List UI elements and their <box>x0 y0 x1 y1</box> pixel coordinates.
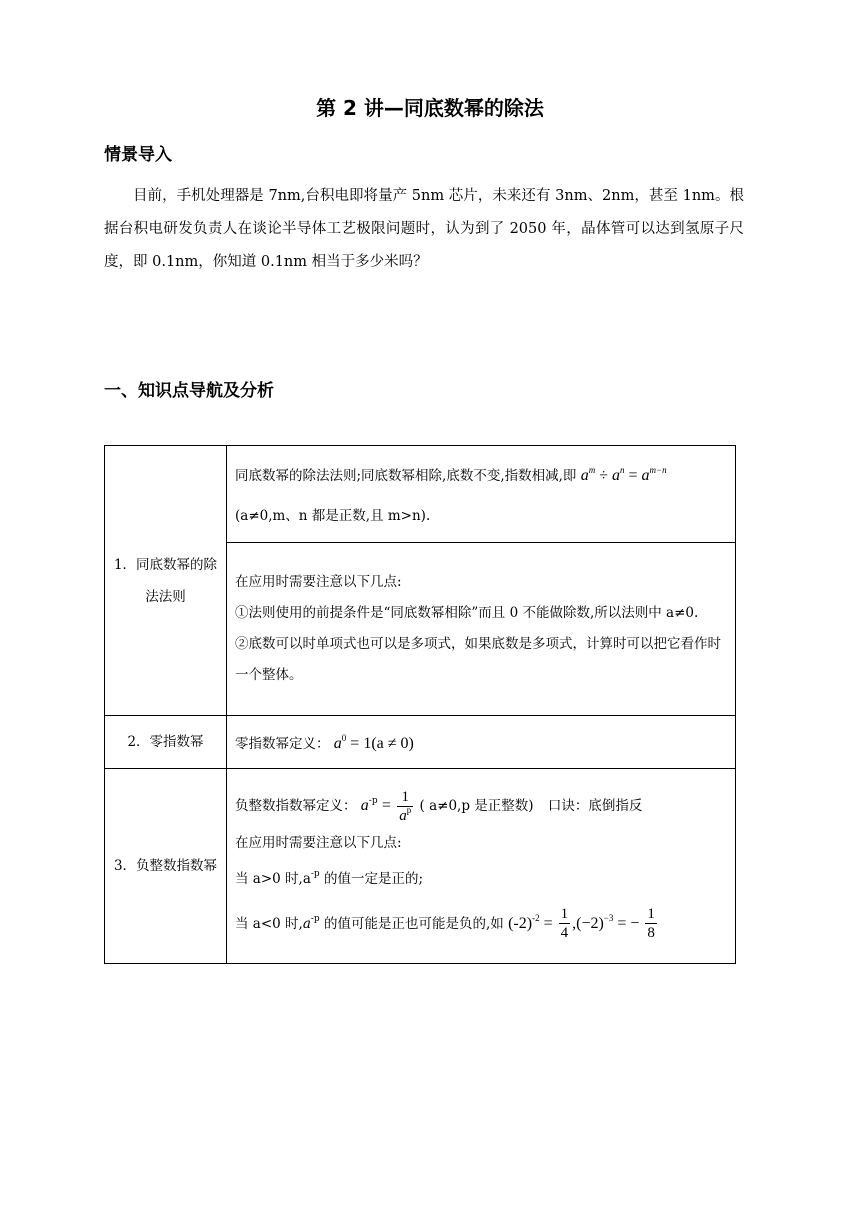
rule-text: 同底数幂的除法法则;同底数幂相除,底数不变,指数相减,即 <box>235 468 577 484</box>
zero-exponent-cell <box>227 716 736 769</box>
intro-paragraph: 目前，手机处理器是 7nm,台积电即将量产 5nm 芯片，未来还有 3nm、2nm，甚至 1nm。根据台积电研发负责人在谈论半导体工艺极限问题时，认为到了 2050 年，晶体管可以达到氢原子尺度，即 0.1nm，你知道 0.1nm 相当于多少米吗？ <box>104 188 744 270</box>
intro-heading: 情景导入 <box>104 145 172 165</box>
knowledge-table <box>104 445 736 964</box>
example-formula: $(-2)^{-2}$ = $\frac{1}{4}$ $,(-2)^{-3}$ = − $\frac{1}{8}$ <box>508 906 655 942</box>
notes-intro: 在应用时需要注意以下几点: <box>235 834 402 851</box>
section-heading-knowledge: 一、知识点导航及分析 <box>104 381 274 401</box>
negative-definition: 负整数指数幂定义： $a^{-p}$ = $\frac{1}{a^p}$ ( a≠0,p 是正整数) 口诀：底倒指反 <box>235 788 643 824</box>
note-item: ①法则使用的前提条件是“同底数幂相除”而且 0 不能做除数,所以法则中 a≠0. <box>235 605 699 621</box>
rule-name-cell <box>105 769 227 964</box>
definition-label: 负整数指数幂定义： <box>235 797 357 814</box>
mnemonic: 口诀：底倒指反 <box>547 797 643 814</box>
rule-name-cell <box>105 716 227 769</box>
rule-name: 3．负整数指数幂 <box>113 858 218 874</box>
intro-section <box>104 180 744 279</box>
negative-exponent-cell <box>227 769 736 964</box>
rule-cell <box>227 446 736 543</box>
rule-name: 1．同底数幂的除法法则 <box>113 556 218 605</box>
rule-name: 2．零指数幂 <box>127 734 204 750</box>
definition-fraction: $\frac{1}{a^p}$ <box>399 788 412 824</box>
positive-case: 当 a>0 时$,a^{-p}$ 的值一定是正的; <box>235 868 424 887</box>
table-row <box>105 446 736 543</box>
example-fraction-1: $\frac{1}{4}$ <box>560 906 569 942</box>
zero-exponent-formula: $a^0 = 1(a \ne 0)$ <box>333 732 414 752</box>
notes-intro: 在应用时需要注意以下几点: <box>235 574 402 590</box>
definition-label: 零指数幂定义： <box>235 735 330 752</box>
negative-case: 当 a<0 时$,a^{-p}$ 的值可能是正也可能是负的,如 $(-2)^{-2}$ = $\frac{1}{4}$ $,(-2)^{-3}$ = − $\frac{1}{8}$ <box>235 899 727 949</box>
table-row <box>105 716 736 769</box>
division-formula: $a^m \div a^n = a^{m-n}$ <box>580 465 667 484</box>
page-title: 第 2 讲—同底数幂的除法 <box>316 96 544 120</box>
rule-statement <box>235 454 727 498</box>
table-row <box>105 769 736 964</box>
rule-condition: (a≠0,m、n 都是正数,且 m>n). <box>235 508 431 524</box>
example-fraction-2: $\frac{1}{8}$ <box>647 906 655 942</box>
rule-name-cell <box>105 446 227 716</box>
note-item: ②底数可以时单项式也可以是多项式，如果底数是多项式，计算时可以把它看作时一个整体。 <box>235 636 721 683</box>
notes-cell <box>227 543 736 716</box>
